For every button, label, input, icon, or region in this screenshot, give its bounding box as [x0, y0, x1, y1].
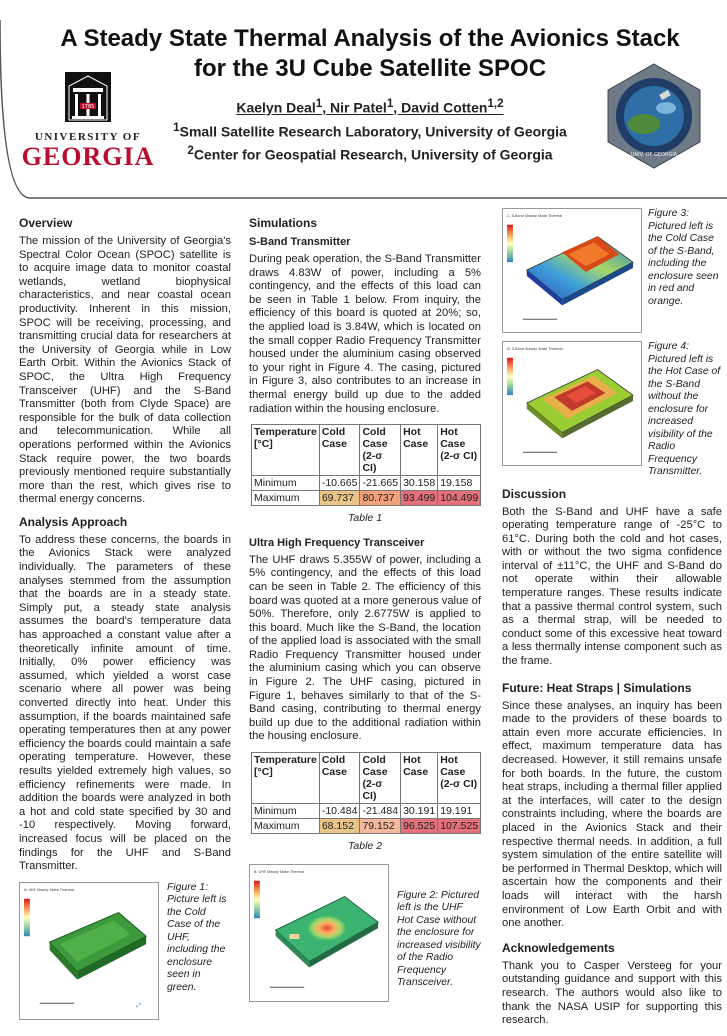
- analysis-heading: Analysis Approach: [19, 514, 128, 529]
- figure-1-image: [19, 882, 159, 1020]
- table-row: Minimum -10.484 -21.484 30.191 19.191: [252, 804, 481, 819]
- figure-1-block: [19, 882, 231, 1020]
- author-name: Kaelyn Deal: [236, 99, 316, 116]
- svg-text:⤢: ⤢: [136, 1002, 142, 1009]
- table-header-cell: Hot Case (2-σ CI): [438, 425, 481, 476]
- table-header-cell: Temperature [°C]: [252, 425, 320, 476]
- figure-2-image: [249, 864, 389, 1002]
- table-header-cell: Hot Case: [401, 753, 438, 804]
- poster-header: [0, 0, 727, 205]
- figure-2-block: [249, 864, 481, 1002]
- affiliation-2: $^2$Center for Geospatial Research, University of Georgia: [187, 144, 553, 163]
- author-name: Nir Patel: [330, 99, 387, 116]
- future-heading: Future: Heat Straps | Simulations: [502, 680, 692, 695]
- table-header-cell: Cold Case: [319, 753, 360, 804]
- figure-2-caption: Figure 2: Pictured left is the UHF Hot Case without the enclosure for increased visibility of the Radio Frequency Transceiver.: [397, 889, 481, 989]
- table-header-cell: Hot Case (2-σ CI): [438, 753, 481, 804]
- svg-text:A: UHF Steady State Thermal: A: UHF Steady State Thermal: [23, 887, 75, 892]
- svg-text:UNIV. OF GEORGIA: UNIV. OF GEORGIA: [630, 152, 678, 158]
- figure-4-image: [502, 341, 642, 466]
- svg-text:D: S-Band Steady State Thermal: D: S-Band Steady State Thermal: [507, 346, 563, 351]
- table-header-cell: Cold Case (2-σ CI): [360, 753, 401, 804]
- table-header-cell: Cold Case: [319, 425, 360, 476]
- table-row: Maximum 69.737 80.737 93.499 104.499: [252, 491, 481, 506]
- table-2: [251, 752, 481, 834]
- table-header-cell: Cold Case (2-σ CI): [360, 425, 401, 476]
- affiliation-1: $^1$Small Satellite Research Laboratory, University of Georgia: [173, 120, 567, 140]
- discussion-heading: Discussion: [502, 486, 567, 501]
- column-middle: [249, 216, 481, 1002]
- uga-wordmark-georgia: GEORGIA: [21, 142, 155, 171]
- figure-4-caption: Figure 4: Pictured left is the Hot Case of the S-Band without the enclosure for increased visibility of the Radio Frequency Transmitter.: [648, 341, 721, 477]
- sband-text: During peak operation, the S-Band Transmitter draws 4.83W of power, including a 5% contingency, and the effects of this load can be seen in Table 1 below. From inquiry, the efficiency of this board is quoted at 20%; so, the applied load is 3.84W, which is located on the small copper Radio Frequency Transmitter housed under the aluminium casing observed to your right in Figure 4. The casing, pictured in Figure 3, also contributes to an increase in thermal energy build up due to the added radiation within the housing enclosure.: [249, 253, 481, 415]
- overview-text: The mission of the University of Georgia's Spectral Color Ocean (SPOC) satellite is to acquire image data to monitor coastal wetlands, wetland biophysical characteristics, and near coastal ocean productivity. Inherent in this mission, SPOC will be receiving, processing, and transmitting crucial data for researchers at the University of Georgia while in Low Earth Orbit. Within the Avionics Stack of SPOC, the Ultra High Frequency Transceiver (UHF) and the S-Band Transmitter (both from Clyde Space) are responsible for the bulk of data collection and telecommunication. While all operations performed within the Avionics Stack require power, the two boards previously mentioned require substantially more than the rest, which gives rise to thermal energy concerns.: [19, 235, 231, 506]
- figure-3-block: [502, 208, 722, 333]
- table-header-cell: Hot Case: [401, 425, 438, 476]
- spoc-mission-logo: [600, 62, 708, 170]
- acknowledgements-heading: Acknowledgements: [502, 940, 615, 955]
- author-names: Kaelyn Deal$^1$, Nir Patel$^1$, David Cotten$^{1,2}$: [236, 97, 504, 116]
- future-text: Since these analyses, an inquiry has been made to the providers of these boards to attain even more accurate efficiencies. In effect, maximum temperature data has decreased. However, it still remains unsafe for both boards. In the future, the custom heat straps, including a thermal filler applied at the interfaces, will cater to the design constraints including, where the boards are placed in the Avionics Stack and their respective thermal needs. In addition, a full system simulation of the entire satellite will be performed in Thermal Desktop, which will ascertain how the components and their loads will interact with the harsh environment of Low Earth Orbit and with one another.: [502, 699, 722, 930]
- figure-3-caption: Figure 3: Pictured left is the Cold Case of the S-Band, including the enclosure seen in red and orange.: [648, 208, 719, 307]
- table-2-caption: Table 2: [347, 840, 383, 853]
- svg-text:C: S-Band Steady State Thermal: C: S-Band Steady State Thermal: [507, 213, 563, 218]
- svg-text:1785: 1785: [81, 104, 95, 110]
- uga-arch-icon: [65, 72, 111, 122]
- column-left: [19, 216, 231, 1020]
- table-header-row: [252, 753, 481, 804]
- column-right: [502, 208, 722, 1036]
- uhf-heading: Ultra High Frequency Transceiver: [249, 536, 425, 549]
- table-header-row: [252, 425, 481, 476]
- sband-heading: S-Band Transmitter: [249, 236, 351, 248]
- poster-title: A Steady State Thermal Analysis of the Avionics Stack for the 3U Cube Satellite SPOC: [60, 25, 680, 82]
- table-row: Minimum -10.665 -21.665 30.158 19.158: [252, 476, 481, 491]
- uga-wordmark-top: UNIVERSITY OF: [34, 131, 142, 143]
- figure-1-caption: Figure 1: Picture left is the Cold Case of the UHF, including the enclosure seen in green.: [167, 881, 227, 993]
- overview-heading: Overview: [19, 216, 73, 230]
- author-block: [160, 94, 580, 165]
- uga-logo: [18, 72, 158, 182]
- simulations-heading: Simulations: [249, 216, 318, 230]
- uhf-text: The UHF draws 5.355W of power, including a 5% contingency, and the effects of this load can be seen in Table 2. The efficiency of this board was quoted at a more generous value of 50%. Therefore, only 2.6775W is applied to this board. Much like the S-Band, the location of the applied load is associated with the small Radio Frequency Transmitter housed under the aluminium casing which you can observe in Figure 2. The UHF casing, pictured in Figure 1, behaves similarly to that of the S-Band casing, contributing to thermal energy build up due to the additional radiation within the housing enclosure.: [249, 553, 481, 743]
- analysis-text: To address these concerns, the boards in the Avionics Stack were analyzed individually. The parameters of these analyses stemmed from the assumption that the boards are in a steady state. Simply put, a steady state analysis assumes the board's temperature data has approached a constant value after a theoretically infinite amount of time. Initially, 0% power efficiency was assumed, which yielded a worst case scenario where all power was being converted directly into heat. Under this assumption, if the boards maintained safe operating temperatures then at any power efficiency the boards could maintain a safe operating temperature. However, these results yielded extremely high values, so efficiency refinements were made. In addition the boards were analyzed in both a hot and cold state specified by 30 and -10 respectively. Moving forward, increased focus will be placed on the findings for the UHF and S-Band Transmitter.: [19, 533, 231, 873]
- acknowledgements-text: Thank you to Casper Versteeg for your outstanding guidance and support with this research. The authors would also like to thank the NASA USIP for supporting this research.: [502, 959, 722, 1027]
- figure-4-block: [502, 341, 722, 479]
- table-row: Maximum 68.152 79.152 96.525 107.525: [252, 819, 481, 834]
- table-1: [251, 424, 481, 506]
- table-1-caption: Table 1: [347, 512, 383, 525]
- table-header-cell: Temperature [°C]: [252, 753, 320, 804]
- figure-3-image: [502, 208, 642, 333]
- author-name: David Cotten: [401, 99, 488, 116]
- discussion-text: Both the S-Band and UHF have a safe operating temperature range of -25°C to 61°C. During both the cold and hot cases, with or without the two sigma confidence interval of ±11°C, the UHF and S-Band do not operate within their allowable temperature ranges. These results indicate that a passive thermal control system, such as a thermal strap, will be needed to conduct some of this excessive heat toward a less thermally intense component such as the frame.: [502, 505, 722, 668]
- svg-text:B: UHF Steady State Thermal: B: UHF Steady State Thermal: [253, 869, 305, 874]
